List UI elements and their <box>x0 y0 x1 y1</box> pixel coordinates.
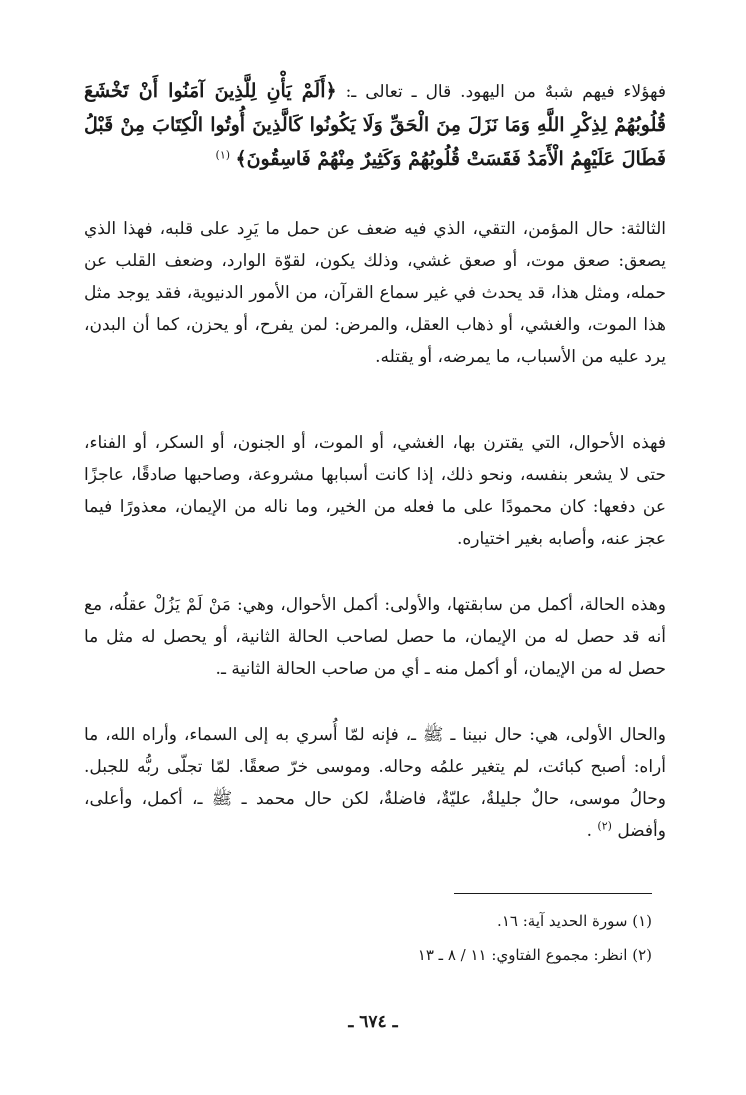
paragraph-third-state <box>84 213 666 373</box>
footnote-marker-2: (٢) <box>597 819 612 833</box>
footnote-1: (١) سورة الحديد آية: ١٦. <box>497 912 652 930</box>
paragraph-text: والحال الأولى، هي: حال نبينا ـ ﷺ ـ، فإنه لمّا أُسري به إلى السماء، وأراه الله، ما أراه: أصبح كبائت، لم يتغير علمُه وحاله. وموسى خرّ صعقًا. لمّا تجلّى ربُّه للجبل. وحالُ موسى، حالٌ جليلةٌ، عليّةٌ، فاضلةٌ، لكن حال محمد ـ ﷺ ـ، أكمل، وأعلى، وأفضل <box>84 725 666 841</box>
footnote-marker-1: (١) <box>215 148 231 162</box>
paragraph-end-mark: . <box>586 821 598 841</box>
quran-verse: ﴿أَلَمْ يَأْنِ لِلَّذِينَ آمَنُوا أَنْ تَخْشَعَ قُلُوبُهُمْ لِذِكْرِ اللَّهِ وَمَا نَزَلَ مِنَ الْحَقِّ وَلَا يَكُونُوا كَالَّذِينَ أُوتُوا الْكِتَابَ مِنْ قَبْلُ فَطَالَ عَلَيْهِمُ الْأَمَدُ فَقَسَتْ قُلُوبُهُمْ وَكَثِيرٌ مِنْهُمْ فَاسِقُونَ﴾ <box>84 80 666 170</box>
paragraph-quran-citation <box>84 74 666 176</box>
paragraph-text: الثالثة: حال المؤمن، التقي، الذي فيه ضعف عن حمل ما يَرِد على قلبه، فهذا الذي يصعق: صعق موت، أو صعق غشي، وذلك يكون، لقوّة الوارد، وضعف القلب عن حمله، ومثل هذا، قد يحدث في غير سماع القرآن، من الأمور الدنيوية، فقد يوجد مثل هذا الموت، والغشي، أو ذهاب العقل، والمرض: لمن يفرح، أو يحزن، كما أن البدن، يرد عليه من الأسباب، ما يمرضه، أو يقتله. <box>84 219 666 367</box>
paragraph-intro: فهؤلاء فيهم شبهٌ من اليهود. قال ـ تعالى ـ: <box>336 82 666 102</box>
paragraph-text: فهذه الأحوال، التي يقترن بها، الغشي، أو الموت، أو الجنون، أو السكر، أو الفناء، حتى لا يشعر بنفسه، ونحو ذلك، إذا كانت أسبابها مشروعة، وصاحبها صادقًا، عاجزًا عن دفعها: كان محمودًا على ما فعله من الخير، وما ناله من الإيمان، معذورًا فيما عجز عنه، وأصابه بغير اختياره. <box>84 433 666 549</box>
paragraph-these-states <box>84 427 666 555</box>
footnotes <box>300 904 652 972</box>
footnote-2: (٢) انظر: مجموع الفتاوي: ١١ / ٨ ـ ١٣ <box>417 946 652 964</box>
paragraph-text: وهذه الحالة، أكمل من سابقتها، والأولى: أكمل الأحوال، وهي: مَنْ لَمْ يَزُلْ عقلُه، مع أنه قد حصل له من الإيمان، ما حصل لصاحب الحالة الثانية، أو يحصل له مثل ما حصل له من الإيمان، أو أكمل منه ـ أي من صاحب الحالة الثانية ـ. <box>84 595 666 679</box>
paragraph-first-state <box>84 719 666 847</box>
footnote-divider <box>454 893 652 894</box>
paragraph-this-state <box>84 589 666 685</box>
page-number: ـ ٦٧٤ ـ <box>348 1012 398 1032</box>
